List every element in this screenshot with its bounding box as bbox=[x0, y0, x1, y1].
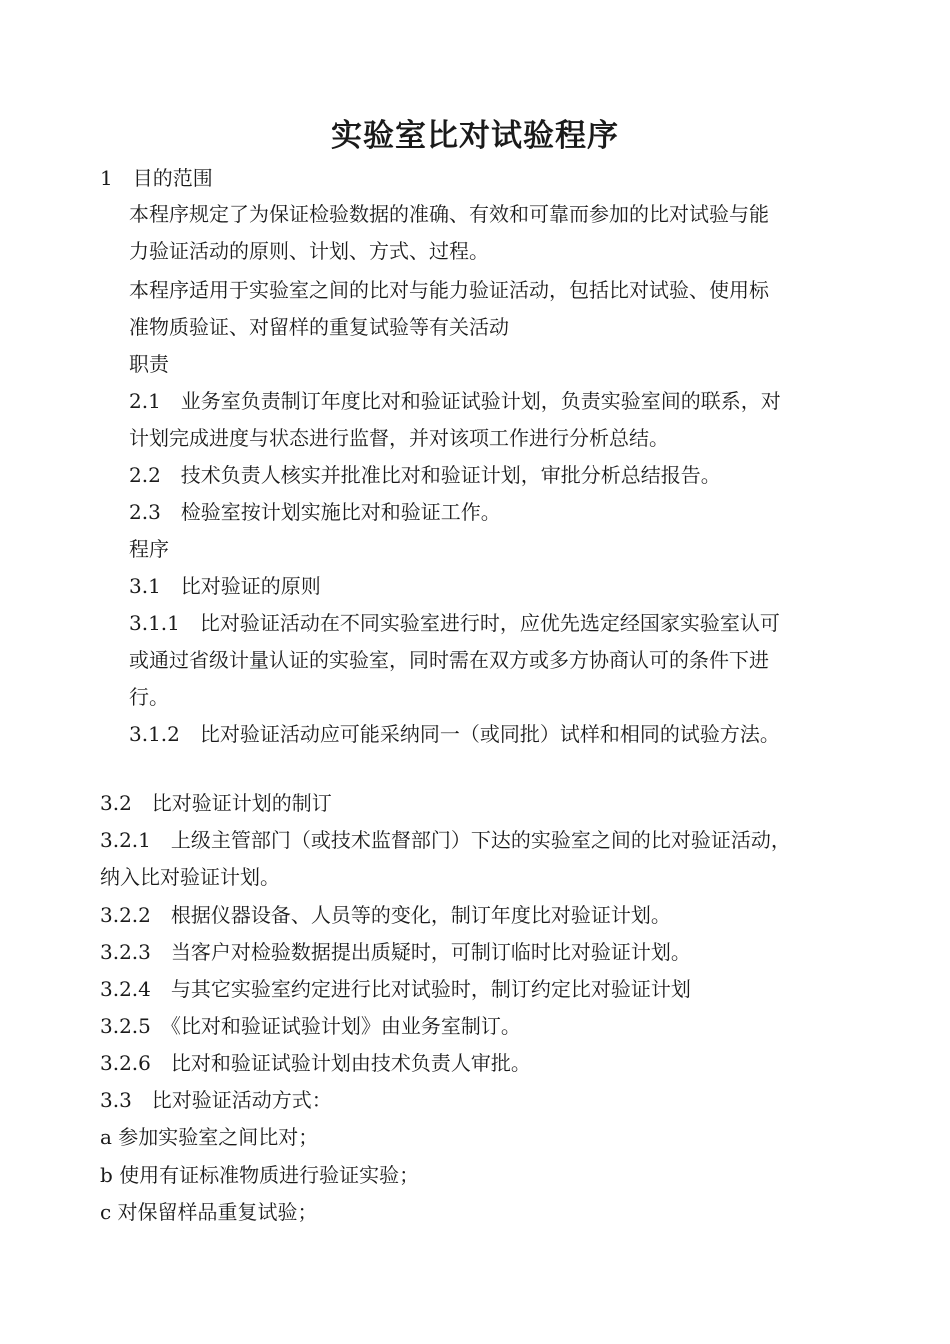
document-title: 实验室比对试验程序 bbox=[331, 118, 619, 154]
section-heading-2: 职责 bbox=[129, 352, 169, 376]
paragraph-line: 3.2.6 比对和验证试验计划由技术负责人审批。 bbox=[100, 1051, 531, 1075]
paragraph-line: 本程序适用于实验室之间的比对与能力验证活动，包括比对试验、使用标 bbox=[129, 278, 769, 302]
paragraph-line: 准物质验证、对留样的重复试验等有关活动 bbox=[129, 315, 509, 339]
list-item: c 对保留样品重复试验； bbox=[100, 1200, 318, 1224]
paragraph-line: 3.2.4 与其它实验室约定进行比对试验时，制订约定比对验证计划 bbox=[100, 977, 691, 1001]
paragraph-line: 3.1.1 比对验证活动在不同实验室进行时，应优先选定经国家实验室认可 bbox=[129, 611, 780, 635]
paragraph-line: 3.2.3 当客户对检验数据提出质疑时，可制订临时比对验证计划。 bbox=[100, 940, 691, 964]
list-item: b 使用有证标准物质进行验证实验； bbox=[100, 1163, 420, 1187]
paragraph-line: 力验证活动的原则、计划、方式、过程。 bbox=[129, 239, 489, 263]
paragraph-line: 纳入比对验证计划。 bbox=[100, 865, 280, 889]
list-item: a 参加实验室之间比对； bbox=[100, 1125, 319, 1149]
paragraph-line: 3.2.1 上级主管部门（或技术监督部门）下达的实验室之间的比对验证活动， bbox=[100, 828, 791, 852]
paragraph-line: 2.1 业务室负责制订年度比对和验证试验计划，负责实验室间的联系，对 bbox=[129, 389, 781, 413]
paragraph-line: 3.2.5 《比对和验证试验计划》由业务室制订。 bbox=[100, 1014, 521, 1038]
section-heading-3: 程序 bbox=[129, 537, 169, 561]
paragraph-line: 或通过省级计量认证的实验室，同时需在双方或多方协商认可的条件下进 bbox=[129, 648, 769, 672]
paragraph-line: 2.2 技术负责人核实并批准比对和验证计划，审批分析总结报告。 bbox=[129, 463, 721, 487]
paragraph-line: 2.3 检验室按计划实施比对和验证工作。 bbox=[129, 500, 501, 524]
paragraph-line: 本程序规定了为保证检验数据的准确、有效和可靠而参加的比对试验与能 bbox=[129, 202, 769, 226]
section-heading-1: 1 目的范围 bbox=[100, 166, 213, 190]
paragraph-line: 3.2 比对验证计划的制订 bbox=[100, 791, 332, 815]
paragraph-line: 3.1.2 比对验证活动应可能采纳同一（或同批）试样和相同的试验方法。 bbox=[129, 722, 780, 746]
paragraph-line: 3.2.2 根据仪器设备、人员等的变化，制订年度比对验证计划。 bbox=[100, 903, 671, 927]
paragraph-line: 3.1 比对验证的原则 bbox=[129, 574, 321, 598]
paragraph-line: 计划完成进度与状态进行监督，并对该项工作进行分析总结。 bbox=[129, 426, 669, 450]
paragraph-line: 行。 bbox=[129, 685, 169, 709]
paragraph-line: 3.3 比对验证活动方式： bbox=[100, 1088, 332, 1112]
